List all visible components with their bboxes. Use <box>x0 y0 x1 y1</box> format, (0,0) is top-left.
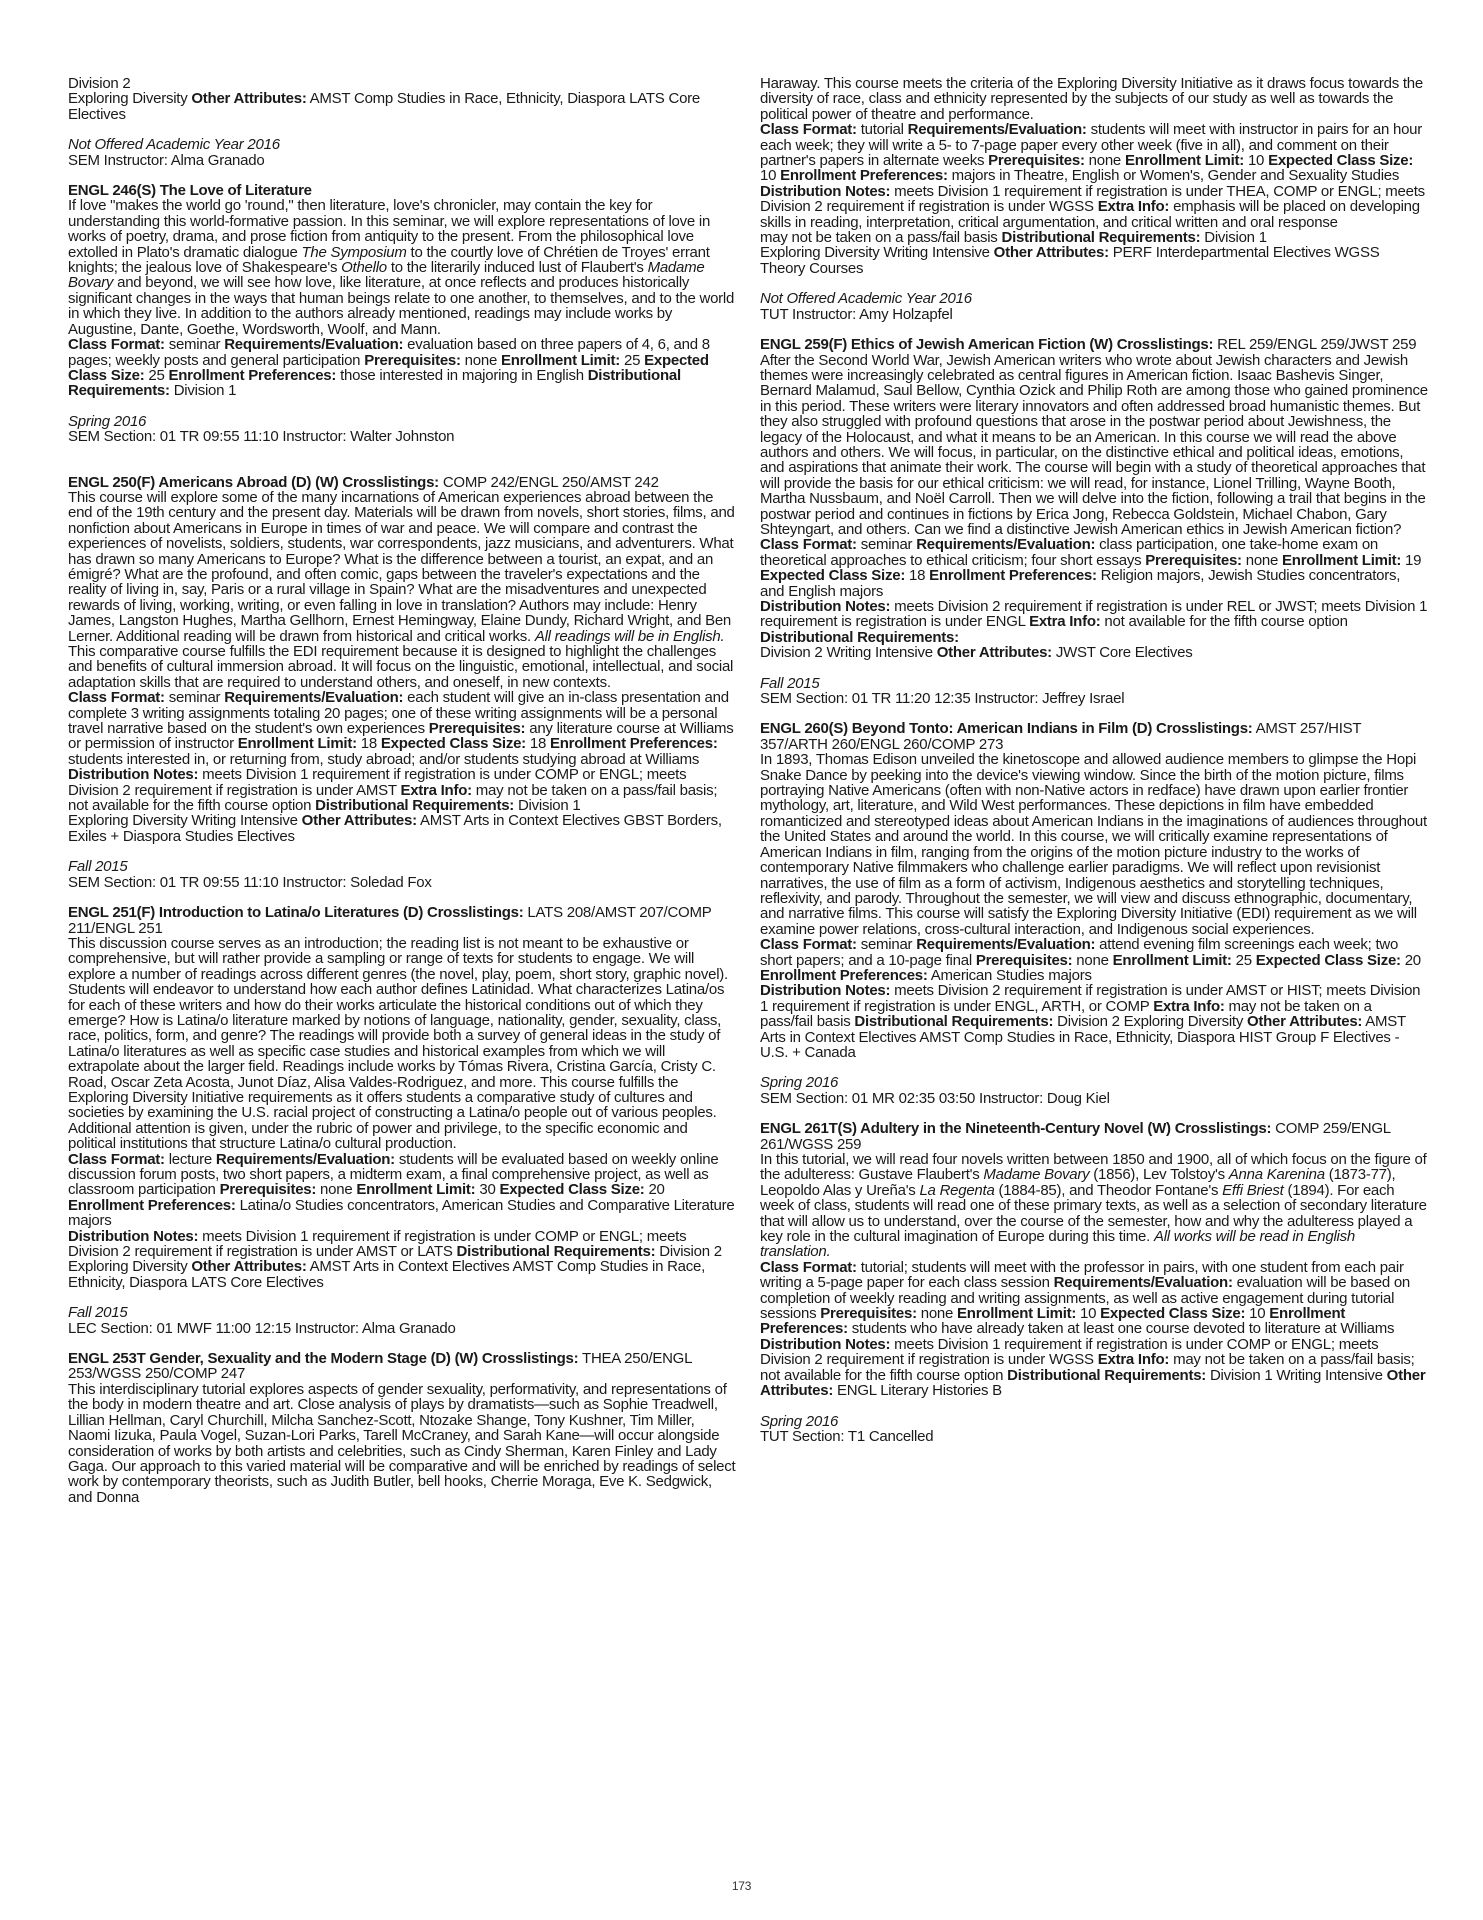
offering-info <box>760 291 1428 322</box>
course-description: After the Second World War, Jewish American writers who wrote about Jewish characters and Jewish themes were increasingly celebrated as central figures in American fiction. Isaac Bashevis Singer, Bernard Malamud, Saul Bellow, Cynthia Ozick and Philip Roth are among those who gained prominence in this period. These writers were literary innovators and often addressed broad humanistic themes. But they also struggled with profound questions that arose in the postwar period about Jewishness, the legacy of the Holocaust, and what it means to be an American. In this course we will read the above authors and others. We will focus, in particular, on the distinctive ethical and political ideas, emotions, and aspirations that animate their work. The course will begin with a study of theoretical approaches that will provide the basis for our ethical criticism: we will read, for instance, Lionel Trilling, Wayne Booth, Martha Nussbaum, and Noël Carroll. Then we will delve into the fiction, following a trail that begins in the postwar period and continues in fictions by Erica Jong, Rebecca Goldstein, Michael Chabon, Gary Shteyngart, and others. Can we find a distinctive Jewish American ethics in Jewish American fiction? <box>760 351 1428 538</box>
section-line: TUT Section: T1 Cancelled <box>760 1427 934 1445</box>
section-line: SEM Section: 01 TR 11:20 12:35 Instructor: Jeffrey Israel <box>760 690 1125 708</box>
course-title: ENGL 253T Gender, Sexuality and the Modern Stage (D) (W) Crosslistings: <box>68 1350 579 1368</box>
course-details: Class Format: seminar Requirements/Evaluation: each student will give an in-class presentation and complete 3 writing assignments totaling 20 pages; one of these writing assignments will be a personal travel narrative based on the student's own experiences Prerequisites: any literature course at Williams or permission of instructor Enrollment Limit: 18 Expected Class Size: 18 Enrollment Preferences: students interested in, or returning from, study abroad; and/or students studying abroad at Williams <box>68 689 734 768</box>
course-details: Class Format: lecture Requirements/Evaluation: students will be evaluated based on weekly online discussion forum posts, two short papers, a midterm exam, a final comprehensive project, as well as classroom participation Prerequisites: none Enrollment Limit: 30 Expected Class Size: 20 Enrollment Preferences: Latina/o Studies concentrators, American Studies and Comparative Literature majors <box>68 1150 735 1230</box>
distribution-notes: Distribution Notes: meets Division 1 requirement if registration is under COMP or ENGL; meets Division 2 requirement if registration is under AMST or LATS Distributional Requirements: Division 2 Exploring Diversity Other Attributes: AMST Arts in Context Electives AMST Comp Studies in Race, Ethnicity, Diaspora LATS Core Electives <box>68 1227 722 1291</box>
offering-info <box>760 676 1428 707</box>
crosslistings: COMP 259/ENGL 261/WGSS 259 <box>760 1120 1391 1153</box>
offering-info <box>760 1414 1428 1445</box>
course-details: Class Format: seminar Requirements/Evaluation: attend evening film screenings each week; two short papers; and a 10-page final Prerequisites: none Enrollment Limit: 25 Expected Class Size: 20 Enrollment Preferences: American Studies majors <box>760 936 1421 984</box>
course-heading <box>68 475 736 490</box>
distribution-notes: Distribution Notes: meets Division 1 requirement if registration is under THEA, COMP or ENGL; meets Division 2 requirement if registration is under WGSS Extra Info: emphasis will be placed on developing skills in reading, interpretation, critical argumentation, and critical written and oral response <box>760 182 1425 231</box>
crosslistings: THEA 250/ENGL 253/WGSS 250/COMP 247 <box>68 1350 692 1383</box>
term-label: Fall 2015 <box>760 674 820 692</box>
course-title: ENGL 259(F) Ethics of Jewish American Fiction (W) Crosslistings: <box>760 336 1214 354</box>
crosslistings: AMST 257/HIST 357/ARTH 260/ENGL 260/COMP 273 <box>760 720 1362 753</box>
crosslistings: LATS 208/AMST 207/COMP 211/ENGL 251 <box>68 904 712 937</box>
course-title: ENGL 260(S) Beyond Tonto: American Indians in Film (D) Crosslistings: <box>760 720 1253 738</box>
course-engl-250 <box>68 475 736 845</box>
distribution-notes: Distribution Notes: meets Division 1 requirement if registration is under COMP or ENGL; meets Division 2 requirement if registration is under AMST Extra Info: may not be taken on a pass/fail basis; not available for the fifth course option Distributional Requirements: Division 1 <box>68 766 718 815</box>
course-details: Class Format: tutorial Requirements/Evaluation: students will meet with instructor in pairs for an hour each week; they will write a 5- to 7-page paper every other week (five in all), and comment on their partner's papers in alternate weeks Prerequisites: none Enrollment Limit: 10 Expected Class Size: 10 Enrollment Preferences: majors in Theatre, English or Women's, Gender and Sexuality Studies <box>760 121 1423 185</box>
course-engl-246 <box>68 183 736 399</box>
term-label: Fall 2015 <box>68 858 128 876</box>
course-heading <box>760 1121 1428 1152</box>
attributes-line: Exploring Diversity Other Attributes: AMST Comp Studies in Race, Ethnicity, Diaspora LATS Core Electives <box>68 90 700 123</box>
course-engl-251 <box>68 905 736 1290</box>
offering-info <box>68 414 736 445</box>
course-details: Class Format: seminar Requirements/Evaluation: class participation, one take-home exam on theoretical approaches to ethical criticism; four short essays Prerequisites: none Enrollment Limit: 19 Expected Class Size: 18 Enrollment Preferences: Religion majors, Jewish Studies concentrators, and English majors <box>760 536 1422 600</box>
course-heading <box>760 721 1428 752</box>
section-line: SEM Section: 01 TR 09:55 11:10 Instructor: Walter Johnston <box>68 428 455 446</box>
section-line: TUT Instructor: Amy Holzapfel <box>760 305 953 323</box>
section-line: SEM Instructor: Alma Granado <box>68 151 265 169</box>
term-label: Spring 2016 <box>68 412 147 430</box>
page-number: 173 <box>731 1879 752 1893</box>
course-description: Haraway. This course meets the criteria of the Exploring Diversity Initiative as it draws focus towards the diversity of race, class and ethnicity represented by the subjects of our study as well as towards the political power of theatre and performance. <box>760 76 1423 123</box>
course-description: In this tutorial, we will read four novels written between 1850 and 1900, all of which focus on the figure of the adulteress: Gustave Flaubert's Madame Bovary (1856), Lev Tolstoy's Anna Karenina (1873-77), Leopoldo Alas y Ureña's La Regenta (1884-85), and Theodor Fontane's Effi Briest (1894). For each week of class, students will read one of these primary texts, as well as a selection of secondary literature that will allow us to understand, over the course of the semester, how and why the adulteress played a key role in the cultural imagination of Europe during this time. All works will be read in English translation. <box>760 1151 1427 1261</box>
distribution-notes: Distribution Notes: meets Division 1 requirement if registration is under COMP or ENGL; meets Division 2 requirement if registration is under WGSS Extra Info: may not be taken on a pass/fail basis; not available for the fifth course option Distributional Requirements: Division 1 Writing Intensive Other Attributes: ENGL Literary Histories B <box>760 1335 1426 1400</box>
course-title: ENGL 246(S) The Love of Literature <box>68 182 312 200</box>
course-details: Class Format: tutorial; students will meet with the professor in pairs, with one student from each pair writing a 5-page paper for each class session Requirements/Evaluation: evaluation will be based on completion of weekly reading and writing assignments, as well as active engagement during tutorial sessions Prerequisites: none Enrollment Limit: 10 Expected Class Size: 10 Enrollment Preferences: students who have already taken at least one course devoted to literature at Williams <box>760 1258 1411 1338</box>
term-label: Spring 2016 <box>760 1074 839 1092</box>
continued-course-tail <box>68 76 736 122</box>
offering-info <box>68 1305 736 1336</box>
course-details: Class Format: seminar Requirements/Evaluation: evaluation based on three papers of 4, 6, and 8 pages; weekly posts and general participation Prerequisites: none Enrollment Limit: 25 Expected Class Size: 25 Enrollment Preferences: those interested in majoring in English Distributional Requirements: Division 1 <box>68 336 710 400</box>
course-heading <box>68 1351 736 1382</box>
course-description: This course will explore some of the many incarnations of American experiences abroad between the end of the 19th century and the present day. Materials will be drawn from novels, short stories, films, and nonfiction about Americans in Europe in times of war and peace. We will compare and contrast the experiences of novelists, soldiers, students, war correspondents, jazz musicians, and adventurers. What has drawn so many Americans to Europe? What is the difference between a tourist, an expat, and an émigré? What are the profound, and often comic, gaps between the traveler's expectations and the reality of living in, say, Paris or a rural village in Spain? What are the misadventures and unexpected rewards of living, working, writing, or even falling in love in translation? Authors may include: Henry James, Langston Hughes, Martha Gellhorn, Ernest Hemingway, Elaine Dundy, Richard Wright, and Ben Lerner. Additional reading will be drawn from historical and critical works. All readings will be in English. This comparative course fulfills the EDI requirement because it is designed to highlight the challenges and benefits of cultural immersion abroad. It will focus on the linguistic, emotional, intellectual, and social adaptation skills that are required to understand others, and oneself, in new contexts. <box>68 488 735 691</box>
other-attributes: Exploring Diversity Writing Intensive Other Attributes: AMST Arts in Context Electives GBST Borders, Exiles + Diaspora Studies Electives <box>68 812 722 845</box>
section-line: SEM Section: 01 MR 02:35 03:50 Instructor: Doug Kiel <box>760 1089 1110 1107</box>
right-column <box>760 76 1428 1459</box>
course-title: ENGL 251(F) Introduction to Latina/o Literatures (D) Crosslistings: <box>68 904 524 922</box>
course-heading <box>68 905 736 936</box>
offering-info <box>68 137 736 168</box>
course-engl-259 <box>760 337 1428 661</box>
term-label: Spring 2016 <box>760 1412 839 1430</box>
pass-fail-line: may not be taken on a pass/fail basis Distributional Requirements: Division 1 <box>760 229 1267 247</box>
crosslistings: REL 259/ENGL 259/JWST 259 <box>1213 336 1417 354</box>
course-description: This discussion course serves as an introduction; the reading list is not meant to be exhaustive or comprehensive, but will rather provide a sampling or range of texts for students to engage. We will explore a number of readings across different genres (the novel, play, poem, short story, graphic novel). Students will endeavor to understand how each author defines Latinidad. What characterizes Latina/os for each of these writers and how do their works articulate the historical conditions out of which they emerge? How is Latina/o literature marked by notions of language, nationality, gender, sexuality, class, race, politics, form, and genre? The readings will provide both a survey of general ideas in the study of Latina/o literatures as well as specific case studies and historical examples from which we will extrapolate about the larger field. Readings include works by Tómas Rivera, Cristina García, Cristy C. Road, Oscar Zeta Acosta, Junot Díaz, Alisa Valdes-Rodriguez, and more. This course fulfills the Exploring Diversity Initiative requirements as it offers students a comparative study of cultures and societies by examining the U.S. racial project of constructing a Latina/o people out of various peoples. Additional attention is given, under the rubric of power and privilege, to the specific economic and political institutions that structure Latina/o cultural production. <box>68 934 728 1153</box>
offering-info <box>760 1075 1428 1106</box>
course-engl-253-continued <box>760 76 1428 276</box>
course-description: This interdisciplinary tutorial explores aspects of gender sexuality, performativity, and representations of the body in modern theatre and art. Close analysis of plays by dramatists—such as Sophie Treadwell, Lillian Hellman, Caryl Churchill, Milcha Sanchez-Scott, Ntozake Shange, Tony Kushner, Tim Miller, Naomi Iizuka, Paula Vogel, Suzan-Lori Parks, Tarell McCraney, and Sarah Kane—will occur alongside consideration of works by both artists and celebrities, such as Cindy Sherman, Karen Finley and Lady Gaga. Our approach to this varied material will be comparative and will be enriched by readings of select work by contemporary theorists, such as Judith Butler, bell hooks, Cherrie Moraga, Eve K. Sedgwick, and Donna <box>68 1380 736 1506</box>
distribution-notes: Distribution Notes: meets Division 2 requirement if registration is under AMST or HIST; meets Division 1 requirement if registration is under ENGL, ARTH, or COMP Extra Info: may not be taken on a pass/fail basis Distributional Requirements: Division 2 Exploring Diversity Other Attributes: AMST Arts in Context Electives AMST Comp Studies in Race, Ethnicity, Diaspora HIST Group F Electives - U.S. + Canada <box>760 982 1421 1061</box>
term-label: Not Offered Academic Year 2016 <box>68 136 280 154</box>
course-description: If love "makes the world go 'round," then literature, love's chronicler, may contain the key for understanding this world-formative passion. In this seminar, we will explore representations of love in works of poetry, drama, and prose fiction from antiquity to the present. From the philosophical love extolled in Plato's dramatic dialogue The Symposium to the courtly love of Chrétien de Troyes' errant knights; the jealous love of Shakespeare's Othello to the literarily induced lust of Flaubert's Madame Bovary and beyond, we will see how love, like literature, at once reflects and produces historically significant changes in the ways that human beings relate to one another, to themselves, and to the world in which they live. In addition to the authors already mentioned, readings may include works by Augustine, Dante, Goethe, Wordsworth, Woolf, and Mann. <box>68 197 735 338</box>
crosslistings: COMP 242/ENGL 250/AMST 242 <box>438 473 659 491</box>
left-column <box>68 76 736 1520</box>
course-title: ENGL 261T(S) Adultery in the Nineteenth-Century Novel (W) Crosslistings: <box>760 1120 1272 1138</box>
other-attributes: Exploring Diversity Writing Intensive Other Attributes: PERF Interdepartmental Electives WGSS Theory Courses <box>760 244 1380 277</box>
course-engl-253 <box>68 1351 736 1505</box>
section-line: SEM Section: 01 TR 09:55 11:10 Instructor: Soledad Fox <box>68 873 432 891</box>
term-label: Not Offered Academic Year 2016 <box>760 290 972 308</box>
course-engl-261t <box>760 1121 1428 1398</box>
course-title: ENGL 250(F) Americans Abroad (D) (W) Crosslistings: <box>68 473 439 491</box>
other-attributes: Division 2 Writing Intensive Other Attributes: JWST Core Electives <box>760 644 1193 662</box>
course-description: In 1893, Thomas Edison unveiled the kinetoscope and allowed audience members to glimpse the Hopi Snake Dance by peeking into the device's viewing window. Since the birth of the motion picture, films portraying Native Americans (often with non-Native actors in redface) have drawn upon earlier frontier mythology, art, literature, and Wild West performances. These depictions in film have embedded romanticized and stereotyped ideas about American Indians in the imaginations of audiences throughout the United States and around the world. In this course, we will critically examine representations of American Indians in film, ranging from the origins of the motion picture industry to the works of contemporary Native filmmakers who challenge earlier paradigms. We will reflect upon revisionist narratives, the use of film as a form of activism, Indigenous aesthetics and storytelling techniques, reflexivity, and parody. Throughout the semester, we will view and discuss ethnographic, documentary, and narrative films. This course will satisfy the Exploring Diversity Initiative (EDI) requirement as we will examine power relations, cross-cultural interaction, and Indigenous social experiences. <box>760 751 1427 938</box>
distribution-notes: Distribution Notes: meets Division 2 requirement if registration is under REL or JWST; meets Division 1 requirement is registration is under ENGL Extra Info: not available for the fifth course option Distributional Requirements: <box>760 598 1428 646</box>
course-engl-260 <box>760 721 1428 1060</box>
term-label: Fall 2015 <box>68 1304 128 1322</box>
division-line: Division 2 <box>68 76 131 92</box>
section-line: LEC Section: 01 MWF 11:00 12:15 Instructor: Alma Granado <box>68 1319 456 1337</box>
offering-info <box>68 859 736 890</box>
course-heading <box>760 337 1428 352</box>
